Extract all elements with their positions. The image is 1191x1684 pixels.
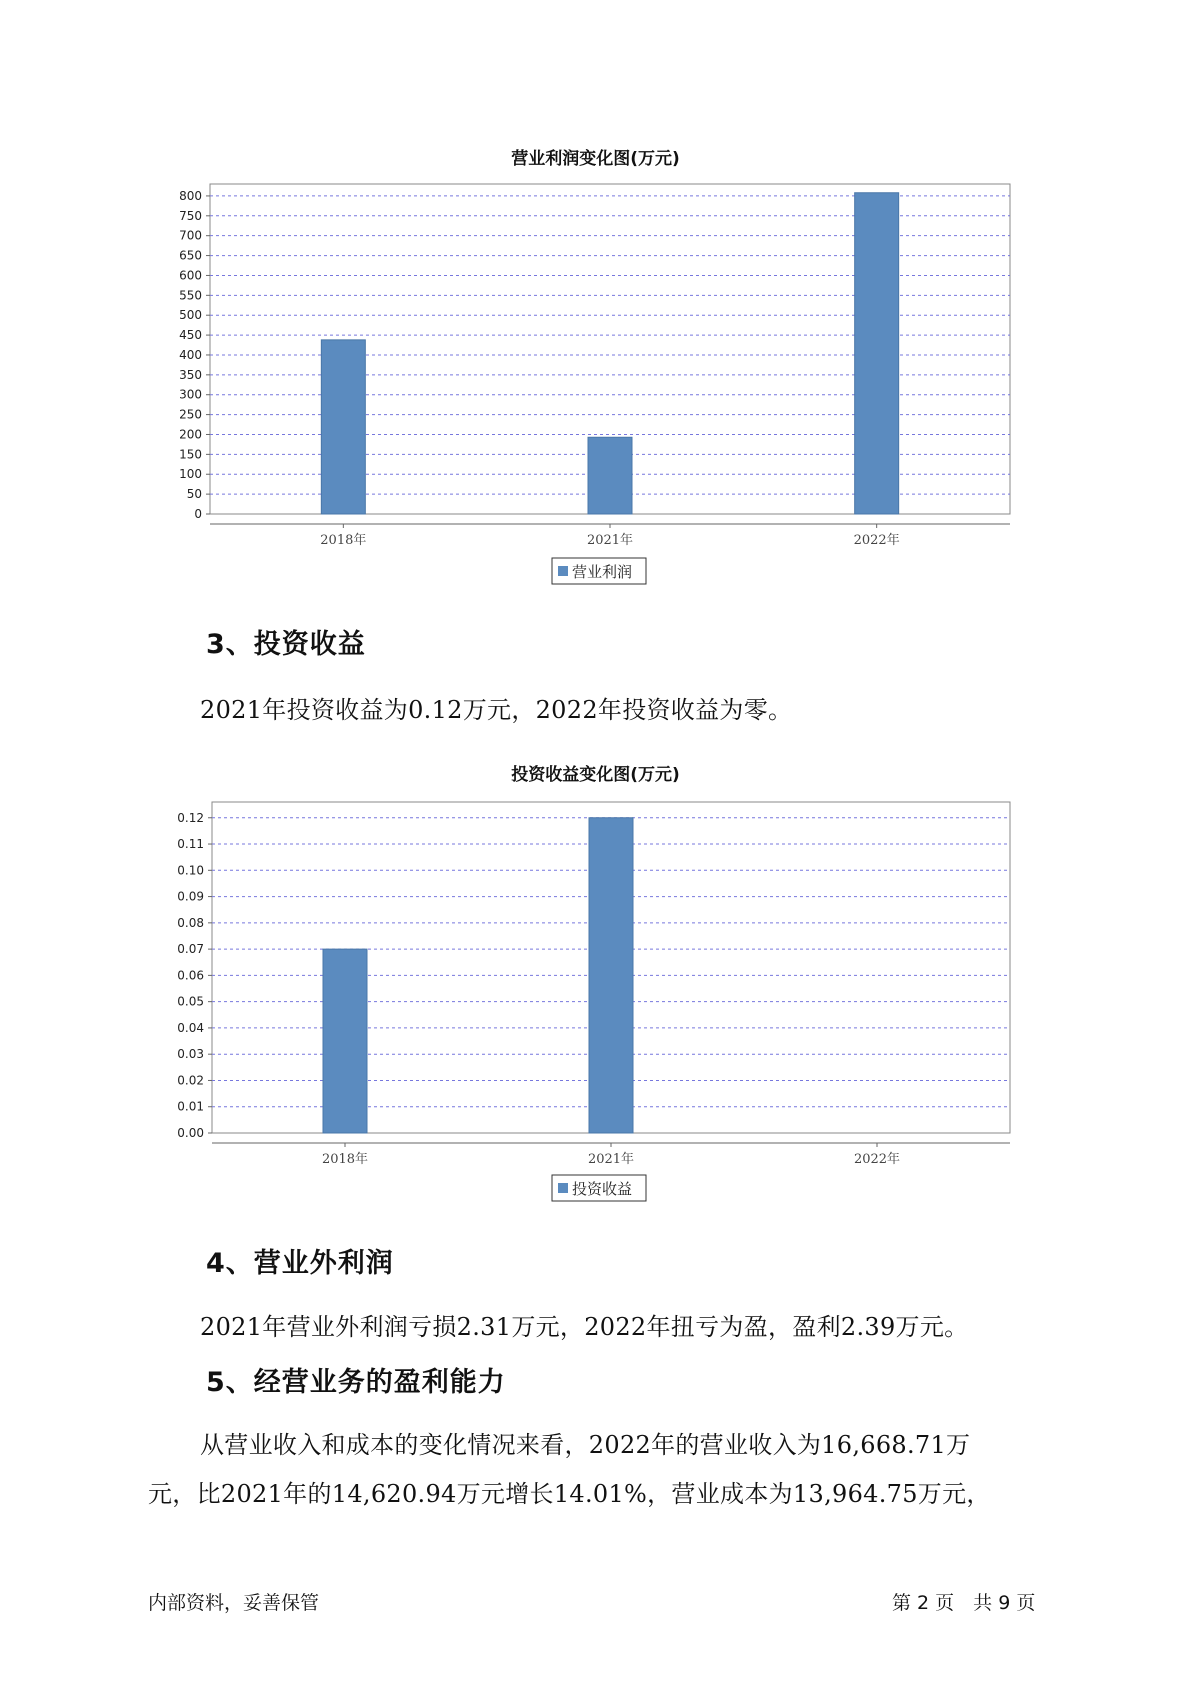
section3-text: 2021年投资收益为0.12万元，2022年投资收益为零。	[200, 696, 793, 724]
y-tick-label: 0.10	[177, 863, 204, 878]
y-tick-label: 0.12	[177, 810, 204, 825]
x-tick-label: 2018年	[320, 533, 367, 548]
y-tick-label: 600	[179, 268, 202, 283]
chart2-title: 投资收益变化图(万元)	[511, 765, 680, 785]
y-tick-label: 0.09	[177, 889, 204, 904]
x-tick-label: 2018年	[321, 1152, 369, 1167]
section5-line2: 元，比2021年的14,620.94万元增长14.01%，营业成本为13,964.75万元，	[148, 1480, 991, 1508]
x-tick-label: 2022年	[853, 533, 900, 548]
y-tick-label: 50	[186, 487, 202, 502]
y-tick-label: 0	[194, 507, 202, 521]
footer-confidential: 内部资料，妥善保管	[148, 1592, 320, 1614]
y-tick-label: 0.07	[177, 942, 204, 957]
x-tick-label: 2022年	[853, 1152, 901, 1167]
y-tick-label: 450	[179, 328, 202, 343]
y-tick-label: 0.01	[177, 1099, 204, 1114]
y-tick-label: 700	[179, 228, 202, 243]
y-tick-label: 500	[179, 308, 202, 323]
y-tick-label: 0.02	[177, 1073, 204, 1088]
y-tick-label: 0.05	[177, 994, 204, 1009]
legend-label: 营业利润	[572, 563, 633, 581]
y-tick-label: 0.11	[177, 837, 204, 852]
section5-line1: 从营业收入和成本的变化情况来看，2022年的营业收入为16,668.71万	[200, 1431, 971, 1459]
y-tick-label: 400	[179, 347, 202, 362]
y-tick-label: 200	[179, 427, 202, 442]
y-tick-label: 0.00	[177, 1126, 204, 1140]
bar	[589, 818, 633, 1133]
legend-swatch	[558, 1183, 568, 1193]
section4-heading: 4、营业外利润	[206, 1248, 394, 1279]
y-tick-label: 0.06	[177, 968, 204, 983]
y-tick-label: 350	[179, 367, 202, 382]
x-tick-label: 2021年	[587, 1152, 635, 1167]
chart1-title: 营业利润变化图(万元)	[511, 149, 680, 169]
section3-heading: 3、投资收益	[206, 629, 366, 660]
legend-label: 投资收益	[572, 1180, 633, 1198]
section4-text: 2021年营业外利润亏损2.31万元，2022年扭亏为盈，盈利2.39万元。	[200, 1313, 969, 1341]
y-tick-label: 0.04	[177, 1020, 204, 1035]
y-tick-label: 0.08	[177, 915, 204, 930]
y-tick-label: 650	[179, 248, 202, 263]
y-tick-label: 750	[179, 208, 202, 223]
y-tick-label: 150	[179, 447, 202, 462]
y-tick-label: 100	[179, 467, 202, 482]
y-tick-label: 0.03	[177, 1047, 204, 1062]
y-tick-label: 300	[179, 387, 202, 402]
bar	[323, 949, 367, 1133]
section5-heading: 5、经营业务的盈利能力	[206, 1367, 506, 1398]
y-tick-label: 250	[179, 407, 202, 422]
y-tick-label: 800	[179, 188, 202, 203]
footer-page-number: 第 2 页 共 9 页	[892, 1592, 1036, 1614]
y-tick-label: 550	[179, 288, 202, 303]
x-tick-label: 2021年	[586, 533, 634, 548]
